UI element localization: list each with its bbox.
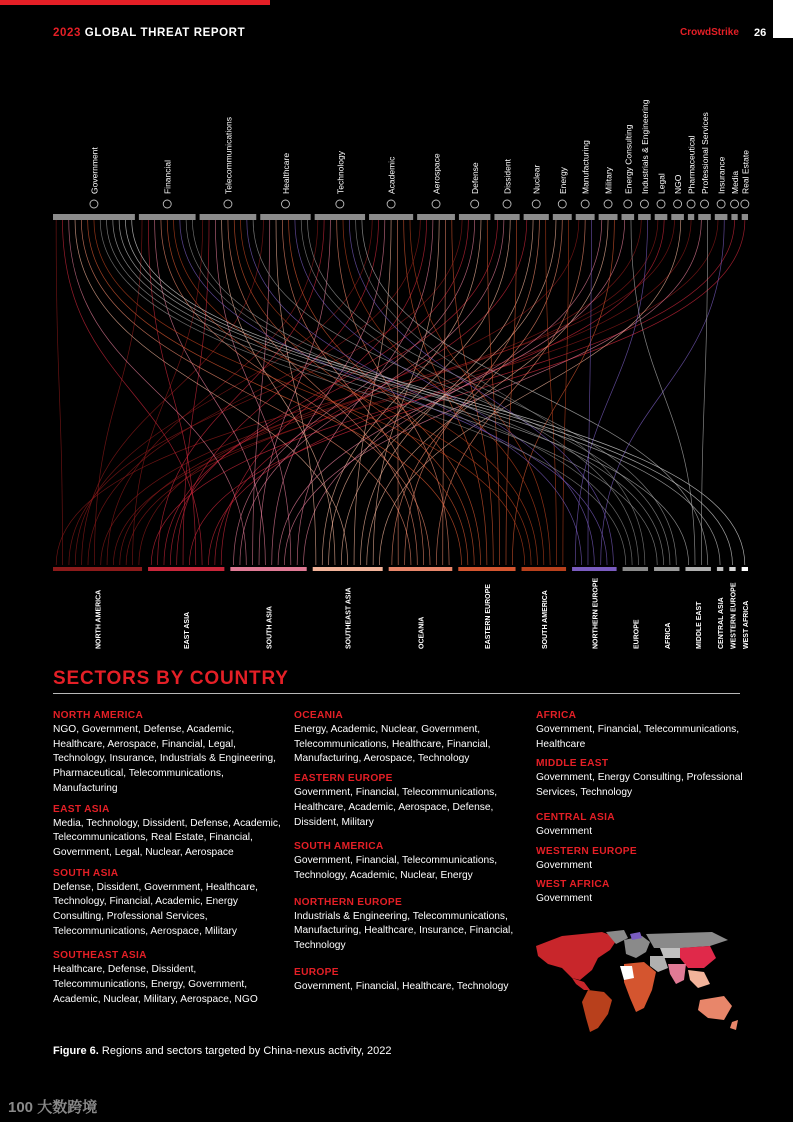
sectors-column-3 bbox=[536, 709, 771, 907]
icon-glyph bbox=[604, 200, 612, 208]
region-label: SOUTH AMERICA bbox=[541, 590, 549, 649]
region-sectors: Government bbox=[536, 893, 593, 905]
watermark: 100 大数跨境 bbox=[8, 1099, 98, 1116]
region-bar bbox=[685, 567, 710, 571]
region-name: EASTERN EUROPE bbox=[294, 773, 393, 785]
page-corner-tab bbox=[773, 0, 793, 38]
financial-icon bbox=[163, 200, 171, 208]
healthcare-icon bbox=[281, 200, 289, 208]
region-name: OCEANIA bbox=[294, 710, 344, 721]
region-label: WEST AFRICA bbox=[742, 600, 750, 649]
sector-bar bbox=[599, 214, 618, 220]
region-name: SOUTHEAST ASIA bbox=[53, 950, 147, 962]
sector-label: Manufacturing bbox=[580, 140, 591, 194]
icon-glyph bbox=[640, 200, 648, 208]
region-bar bbox=[458, 567, 515, 571]
flow-link bbox=[272, 220, 385, 565]
region-entry bbox=[53, 803, 288, 861]
defense-icon bbox=[471, 200, 479, 208]
region-sectors: Government, Financial, Telecommunications, Healthcare, Academic, Aerospace, Defense, Dissident, Military bbox=[294, 787, 498, 828]
sector-label: Pharmaceutical bbox=[686, 135, 697, 194]
energy-consulting-icon bbox=[624, 200, 632, 208]
figure-caption-text: Regions and sectors targeted by China-nexus activity, 2022 bbox=[101, 1045, 392, 1057]
flow-link bbox=[88, 220, 462, 565]
region-name: NORTH AMERICA bbox=[53, 710, 144, 721]
region-bar bbox=[572, 567, 617, 571]
ngo-icon bbox=[674, 200, 682, 208]
region-label: MIDDLE EAST bbox=[696, 601, 704, 649]
flow-link bbox=[360, 220, 533, 565]
flow-link bbox=[546, 220, 557, 565]
sector-label: Telecommunications bbox=[223, 116, 234, 194]
region-bar bbox=[313, 567, 383, 571]
region-label: SOUTH ASIA bbox=[266, 606, 274, 649]
sector-bar bbox=[638, 214, 651, 220]
sector-label: Professional Services bbox=[700, 112, 711, 194]
icon-glyph bbox=[532, 200, 540, 208]
flow-link bbox=[410, 220, 550, 565]
region-sectors: Government, Financial, Telecommunications, Healthcare bbox=[536, 724, 740, 750]
icon-glyph bbox=[336, 200, 344, 208]
sector-label: Dissident bbox=[502, 159, 513, 194]
flow-link bbox=[69, 220, 462, 565]
sectors-column-2 bbox=[294, 709, 529, 994]
section-heading: SECTORS BY COUNTRY bbox=[53, 668, 289, 689]
sectors-column-1 bbox=[53, 709, 288, 1008]
sector-label: Defense bbox=[470, 162, 481, 194]
sector-bar bbox=[698, 214, 711, 220]
technology-icon bbox=[336, 200, 344, 208]
region-name: WEST AFRICA bbox=[536, 879, 610, 891]
region-bar bbox=[742, 567, 748, 571]
region-sectors: Government, Financial, Telecommunications, Technology, Academic, Nuclear, Energy bbox=[294, 855, 498, 881]
region-sectors: Government, Financial, Healthcare, Technology bbox=[294, 980, 509, 992]
flow-link bbox=[107, 220, 658, 565]
sector-label: NGO bbox=[673, 174, 684, 194]
region-entry bbox=[536, 878, 771, 907]
icon-glyph bbox=[471, 200, 479, 208]
sector-label: Financial bbox=[162, 159, 173, 194]
sector-bar bbox=[553, 214, 572, 220]
sector-label: Military bbox=[603, 167, 614, 194]
icon-glyph bbox=[90, 200, 98, 208]
flow-link bbox=[113, 220, 718, 565]
icon-glyph bbox=[387, 200, 395, 208]
military-icon bbox=[604, 200, 612, 208]
figure-caption bbox=[53, 1045, 392, 1057]
region-entry bbox=[294, 709, 529, 767]
region-sectors: Energy, Academic, Nuclear, Government, Telecommunications, Healthcare, Financial, Manufacturing, Aerospace, Technology bbox=[294, 724, 491, 765]
region-label: NORTH AMERICA bbox=[95, 589, 103, 649]
dissident-icon bbox=[503, 200, 511, 208]
region-name: EAST ASIA bbox=[53, 803, 110, 815]
sector-bar bbox=[731, 214, 737, 220]
sector-label: Insurance bbox=[716, 156, 727, 194]
sector-bar bbox=[315, 214, 365, 220]
sector-bar bbox=[369, 214, 413, 220]
region-label: WESTERN EUROPE bbox=[730, 582, 738, 649]
flow-link bbox=[380, 220, 681, 565]
sector-bar bbox=[53, 214, 135, 220]
flow-link bbox=[487, 220, 499, 565]
flow-link bbox=[180, 220, 607, 565]
region-name: SOUTH ASIA bbox=[53, 867, 119, 879]
flow-link bbox=[100, 220, 626, 565]
sector-bar bbox=[260, 214, 310, 220]
icon-glyph bbox=[717, 200, 725, 208]
region-entry bbox=[294, 840, 529, 883]
flow-link bbox=[343, 220, 544, 565]
sector-label: Legal bbox=[656, 173, 667, 194]
map-south-america bbox=[582, 990, 612, 1032]
region-entry bbox=[536, 811, 771, 840]
page-number: 26 bbox=[754, 27, 767, 39]
icon-glyph bbox=[701, 200, 709, 208]
region-label: CENTRAL ASIA bbox=[718, 597, 726, 649]
icon-glyph bbox=[163, 200, 171, 208]
flow-links bbox=[56, 220, 745, 565]
icon-glyph bbox=[731, 200, 739, 208]
flow-link bbox=[575, 220, 647, 565]
icon-glyph bbox=[581, 200, 589, 208]
flow-link bbox=[208, 220, 664, 565]
flow-link bbox=[113, 220, 689, 565]
region-bar bbox=[623, 567, 648, 571]
icon-glyph bbox=[657, 200, 665, 208]
flow-link bbox=[701, 220, 707, 565]
region-sectors: Industrials & Engineering, Telecommunications, Manufacturing, Healthcare, Insurance, Financial, Technology bbox=[294, 910, 514, 952]
map-central-america bbox=[572, 978, 590, 990]
flow-link bbox=[170, 220, 468, 565]
flow-link bbox=[75, 220, 348, 565]
insurance-icon bbox=[717, 200, 725, 208]
flow-link bbox=[240, 220, 504, 565]
sector-region-flow-chart bbox=[0, 90, 793, 655]
region-bar bbox=[654, 567, 679, 571]
region-bar bbox=[389, 567, 453, 571]
region-name: EUROPE bbox=[294, 966, 339, 978]
region-name: SOUTH AMERICA bbox=[294, 841, 384, 853]
sector-bar bbox=[715, 214, 728, 220]
sector-bar bbox=[671, 214, 684, 220]
sector-bar bbox=[742, 214, 748, 220]
map-west-africa bbox=[620, 966, 634, 980]
energy-icon bbox=[558, 200, 566, 208]
flow-link bbox=[295, 220, 594, 565]
sector-label: Aerospace bbox=[431, 153, 442, 194]
icon-glyph bbox=[674, 200, 682, 208]
map-southeast-asia bbox=[688, 970, 710, 988]
sector-bar bbox=[494, 214, 519, 220]
region-name: AFRICA bbox=[536, 710, 577, 721]
flow-link bbox=[405, 220, 540, 565]
region-name: CENTRAL ASIA bbox=[536, 811, 615, 823]
region-label: EUROPE bbox=[633, 619, 641, 649]
region-entry bbox=[536, 845, 771, 874]
sector-bar bbox=[655, 214, 668, 220]
sector-label: Media bbox=[730, 170, 741, 194]
sector-bar bbox=[688, 214, 694, 220]
sector-bar bbox=[417, 214, 455, 220]
heading-divider bbox=[53, 693, 740, 694]
region-entry bbox=[53, 867, 288, 940]
industrials-engineering-icon bbox=[640, 200, 648, 208]
map-south-asia bbox=[668, 964, 686, 984]
region-entry bbox=[536, 757, 771, 800]
sector-label: Energy bbox=[557, 167, 568, 194]
report-title-text: GLOBAL THREAT REPORT bbox=[84, 27, 246, 39]
report-year: 2023 bbox=[53, 27, 81, 39]
icon-glyph bbox=[281, 200, 289, 208]
icon-glyph bbox=[432, 200, 440, 208]
sector-label: Real Estate bbox=[740, 150, 751, 194]
region-label: EAST ASIA bbox=[184, 611, 192, 649]
flow-link bbox=[304, 220, 602, 565]
icon-glyph bbox=[687, 200, 695, 208]
region-name: NORTHERN EUROPE bbox=[294, 896, 403, 908]
manufacturing-icon bbox=[581, 200, 589, 208]
region-sectors: Media, Technology, Dissident, Defense, Academic, Telecommunications, Real Estate, Financial, Government, Legal, Nuclear, Aerospace bbox=[53, 817, 281, 858]
sector-label: Healthcare bbox=[280, 152, 291, 194]
flow-link bbox=[247, 220, 582, 565]
nuclear-icon bbox=[532, 200, 540, 208]
flow-link bbox=[183, 220, 209, 565]
region-label: OCEANIA bbox=[418, 616, 426, 649]
icon-glyph bbox=[558, 200, 566, 208]
aerospace-icon bbox=[432, 200, 440, 208]
region-label: NORTHERN EUROPE bbox=[592, 577, 600, 649]
sector-label: Academic bbox=[386, 156, 397, 194]
flow-link bbox=[506, 220, 516, 565]
icon-glyph bbox=[624, 200, 632, 208]
map-north-america bbox=[536, 932, 618, 980]
icon-glyph bbox=[503, 200, 511, 208]
flow-link bbox=[133, 220, 203, 565]
region-name: MIDDLE EAST bbox=[536, 758, 609, 770]
brand-name: CrowdStrike bbox=[680, 27, 739, 38]
region-sectors: Government, Energy Consulting, Professional Services, Technology bbox=[536, 772, 743, 799]
media-icon bbox=[731, 200, 739, 208]
top-accent-bar bbox=[0, 0, 270, 5]
region-bar bbox=[729, 567, 735, 571]
icon-glyph bbox=[224, 200, 232, 208]
region-entry bbox=[53, 709, 288, 797]
world-map bbox=[532, 928, 742, 1038]
sector-bar bbox=[139, 214, 196, 220]
flow-link bbox=[125, 220, 732, 565]
flow-link bbox=[107, 220, 318, 565]
region-entry bbox=[53, 949, 288, 1007]
region-sectors: NGO, Government, Defense, Academic, Healthcare, Aerospace, Financial, Legal, Technology, Insurance, Industrials & Engineering, Pharmaceutical, Telecommunications, Manufacturing bbox=[53, 724, 276, 794]
professional-services-icon bbox=[701, 200, 709, 208]
region-sectors: Defense, Dissident, Government, Healthcare, Technology, Financial, Academic, Energy Consulting, Professional Services, Telecommunications, Aerospace, Military bbox=[53, 881, 258, 937]
region-entry bbox=[294, 966, 529, 995]
map-new-zealand bbox=[730, 1020, 738, 1030]
map-russia bbox=[646, 932, 728, 948]
region-entry bbox=[294, 896, 529, 954]
sector-label: Energy Consulting bbox=[623, 124, 634, 194]
pharmaceutical-icon bbox=[687, 200, 695, 208]
flow-link bbox=[69, 220, 247, 565]
region-label: AFRICA bbox=[664, 622, 672, 649]
telecommunications-icon bbox=[224, 200, 232, 208]
flow-link bbox=[221, 220, 426, 565]
sector-bar bbox=[524, 214, 549, 220]
region-bar bbox=[148, 567, 224, 571]
sector-label: Nuclear bbox=[531, 164, 542, 194]
sector-label: Industrials & Engineering bbox=[639, 99, 650, 194]
region-bar bbox=[53, 567, 142, 571]
government-icon bbox=[90, 200, 98, 208]
report-title bbox=[53, 27, 245, 39]
region-label: EASTERN EUROPE bbox=[484, 584, 492, 649]
legal-icon bbox=[657, 200, 665, 208]
region-bar bbox=[522, 567, 567, 571]
sector-bar bbox=[200, 214, 257, 220]
region-sectors: Government bbox=[536, 859, 593, 871]
flow-link bbox=[601, 220, 725, 565]
icon-glyph bbox=[741, 200, 749, 208]
flow-link bbox=[56, 220, 62, 565]
region-entry bbox=[536, 709, 771, 752]
academic-icon bbox=[387, 200, 395, 208]
region-bar bbox=[717, 567, 723, 571]
map-oceania bbox=[698, 996, 732, 1020]
sector-bar bbox=[459, 214, 490, 220]
sector-label: Technology bbox=[335, 150, 346, 194]
region-bar bbox=[230, 567, 306, 571]
flow-link bbox=[189, 220, 744, 565]
region-sectors: Healthcare, Defense, Dissident, Telecommunications, Energy, Government, Academic, Nuclear, Military, Aerospace, NGO bbox=[53, 964, 258, 1005]
region-label: SOUTHEAST ASIA bbox=[345, 587, 353, 649]
real-estate-icon bbox=[741, 200, 749, 208]
region-sectors: Government bbox=[536, 825, 593, 837]
flow-link bbox=[148, 220, 195, 565]
map-europe bbox=[624, 936, 650, 958]
sector-bar bbox=[576, 214, 595, 220]
figure-label: Figure 6. bbox=[53, 1045, 99, 1057]
region-entry bbox=[294, 772, 529, 830]
sector-bar bbox=[622, 214, 635, 220]
sector-label: Government bbox=[89, 147, 100, 194]
region-name: WESTERN EUROPE bbox=[536, 845, 637, 857]
